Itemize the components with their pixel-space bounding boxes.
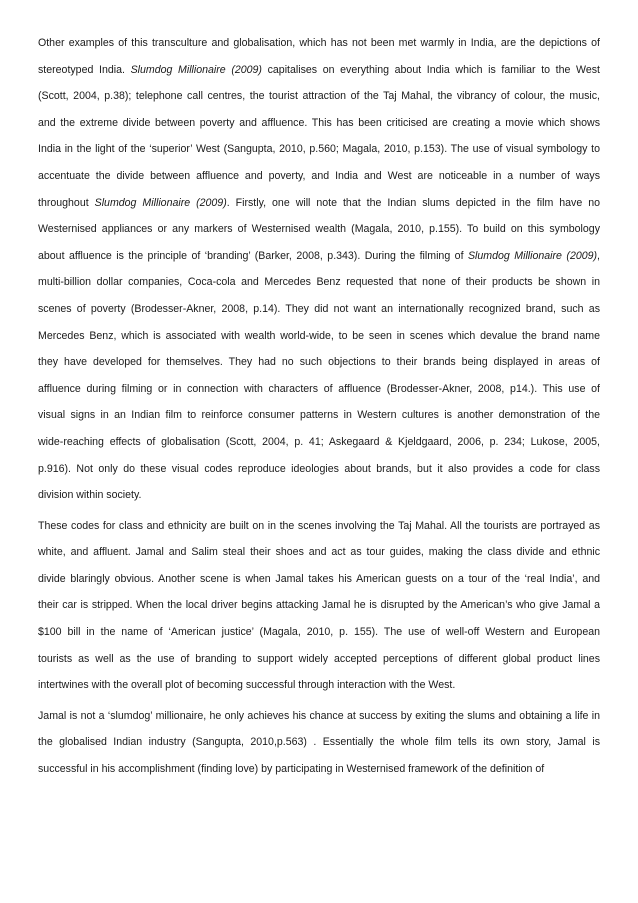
text-run: wide-reaching effects of globalisation (Scott, 2004, p. 41; Askegaard & Kjeldgaard, 2006, p. 234; Lukose, 2005, (38, 435, 600, 448)
text-line (38, 729, 600, 756)
text-run: p.916). Not only do these visual codes reproduce ideologies about brands, but it also provides a code for class (38, 462, 600, 475)
text-run: . Firstly, one will note that the Indian slums depicted in the film have no (226, 196, 600, 209)
text-line (38, 243, 600, 270)
text-run: multi-billion dollar companies, Coca-cola and Mercedes Benz requested that none of their products be shown in (38, 276, 600, 289)
text-run: Jamal is not a ‘slumdog’ millionaire, he only achieves his chance at success by exiting the slums and obtaining a life in (38, 709, 600, 722)
text-line (38, 296, 600, 323)
text-line (38, 136, 600, 163)
text-line (38, 323, 600, 350)
text-line (38, 163, 600, 190)
text-line (38, 190, 600, 217)
text-line (38, 269, 600, 296)
italic-title: Slumdog Millionaire (2009) (130, 63, 262, 76)
text-run: throughout (38, 196, 95, 209)
text-run: division within society. (38, 489, 142, 502)
text-line (38, 646, 600, 673)
text-line (38, 30, 600, 57)
text-run: accentuate the divide between affluence and poverty, and India and West are noticeable in a number of ways (38, 169, 600, 182)
text-line (38, 456, 600, 483)
text-run: about affluence is the principle of ‘branding’ (Barker, 2008, p.343). During the filming of (38, 249, 468, 262)
text-run: and the extreme divide between poverty and affluence. This has been criticised are creating a movie which shows (38, 116, 600, 129)
text-run: Westernised appliances or any markers of Westernised wealth (Magala, 2010, p.155). To build on this symbology (38, 223, 600, 236)
italic-title: Slumdog Millionaire (2009) (94, 196, 227, 209)
text-run: tourists as well as the use of branding to support widely accepted perceptions of different global product lines (38, 652, 600, 665)
text-run: affluence during filming or in connection with characters of affluence (Brodesser-Akner, 2008, p14.). This use of (38, 382, 600, 395)
text-line (38, 513, 600, 540)
text-line (38, 216, 600, 243)
text-run: white, and affluent. Jamal and Salim steal their shoes and act as tour guides, making the class divide and ethnic (38, 546, 600, 559)
paragraph (38, 513, 600, 699)
text-run: scenes of poverty (Brodesser-Akner, 2008, p.14). They did not want an internationally recognized brand, such as (38, 302, 600, 315)
text-line (38, 566, 600, 593)
text-line (38, 756, 600, 783)
text-run: capitalises on everything about India which is familiar to the West (261, 63, 600, 76)
document-body (38, 30, 600, 783)
text-run: the globalised Indian industry (Sangupta, 2010,p.563) . Essentially the whole film tells its own story, Jamal is (38, 736, 600, 749)
text-line (38, 672, 600, 699)
text-line (38, 83, 600, 110)
text-line (38, 429, 600, 456)
text-run: intertwines with the overall plot of becoming successful through interaction with the West. (38, 679, 456, 692)
text-run: (Scott, 2004, p.38); telephone call centres, the tourist attraction of the Taj Mahal, the vibrancy of colour, the music, (38, 90, 600, 103)
text-line (38, 57, 600, 84)
italic-title: Slumdog Millionaire (2009) (467, 249, 598, 262)
text-line (38, 539, 600, 566)
paragraph (38, 30, 600, 509)
text-line (38, 349, 600, 376)
paragraph (38, 703, 600, 783)
text-run: These codes for class and ethnicity are built on in the scenes involving the Taj Mahal. All the tourists are portrayed as (38, 519, 600, 532)
text-run: visual signs in an Indian film to reinforce consumer patterns in Western cultures is another demonstration of the (38, 409, 600, 422)
text-line (38, 402, 600, 429)
text-run: Mercedes Benz, which is associated with wealth world-wide, to be seen in scenes which devalue the brand name (38, 329, 600, 342)
text-run: they have developed for themselves. They had no such objections to their brands being displayed in areas of (38, 356, 600, 369)
text-run: successful in his accomplishment (finding love) by participating in Westernised framework of the definition of (38, 763, 545, 776)
text-line (38, 482, 600, 509)
text-run: Other examples of this transculture and globalisation, which has not been met warmly in India, are the depictions of (38, 37, 600, 49)
text-run: their car is stripped. When the local driver begins attacking Jamal he is disrupted by the American’s who give Jamal a (38, 599, 600, 612)
text-line (38, 592, 600, 619)
text-run: India in the light of the ‘superior’ West (Sangupta, 2010, p.560; Magala, 2010, p.153). The use of visual symbology to (38, 143, 600, 156)
text-run: divide blaringly obvious. Another scene is when Jamal takes his American guests on a tour of the ‘real India’, and (38, 572, 600, 585)
text-line (38, 619, 600, 646)
text-run: stereotyped India. (38, 63, 131, 76)
text-run: , (597, 249, 600, 262)
text-line (38, 110, 600, 137)
text-line (38, 376, 600, 403)
text-run: $100 bill in the name of ‘American justice’ (Magala, 2010, p. 155). The use of well-off Western and European (38, 626, 600, 639)
text-line (38, 703, 600, 730)
